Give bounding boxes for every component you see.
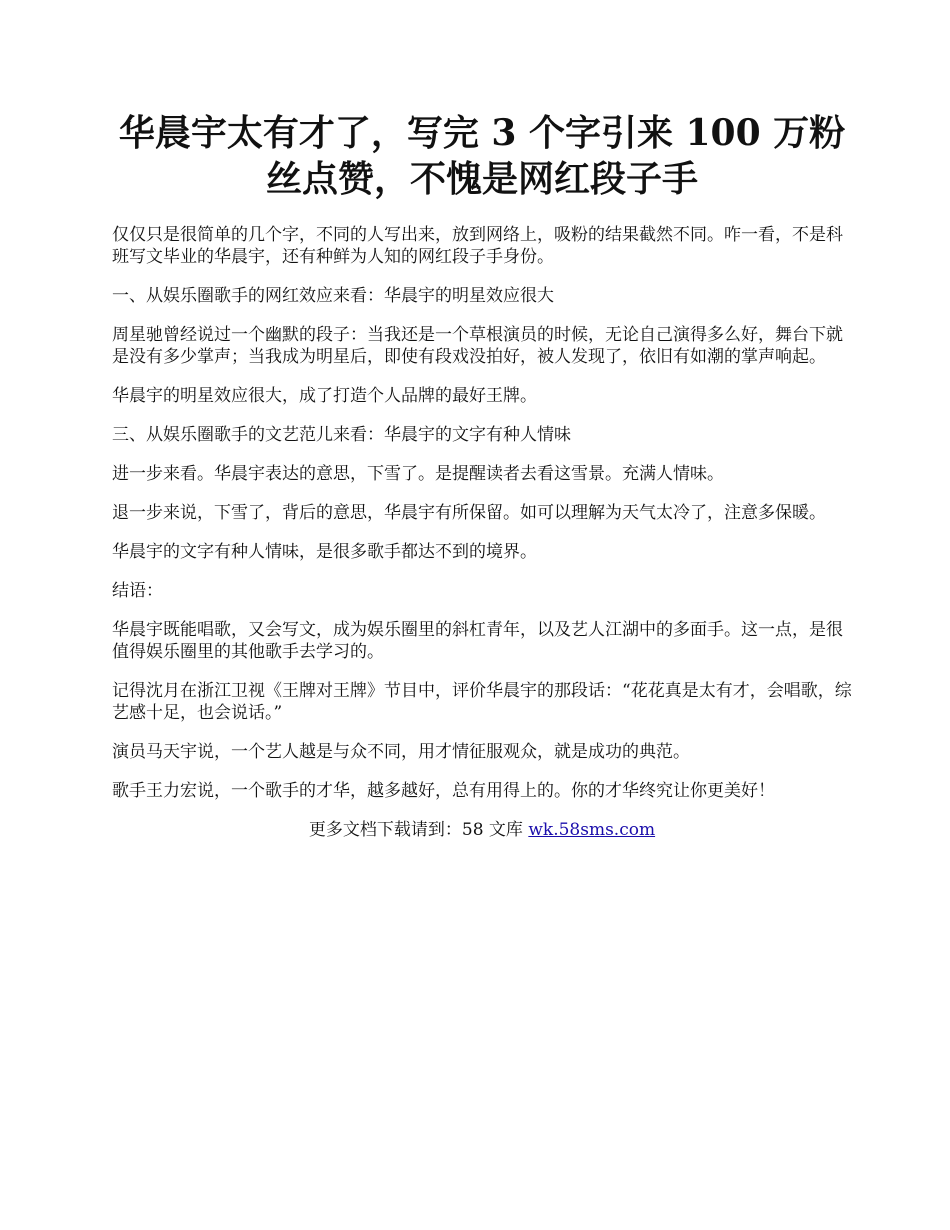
section-heading-3: 三、从娱乐圈歌手的文艺范儿来看：华晨宇的文字有种人情味 [112,425,571,445]
conclusion-heading: 结语： [112,581,163,601]
download-footer [112,819,852,841]
footer-link[interactable]: wk.58sms.com [528,820,656,840]
paragraph-ma-tianyu: 演员马天宇说，一个艺人越是与众不同，用才情征服观众，就是成功的典范。 [112,742,690,762]
document-title [112,110,852,202]
paragraph-wang-leehom: 歌手王力宏说，一个歌手的才华，越多越好，总有用得上的。你的才华终究让你更美好！ [112,781,775,801]
paragraph-step-back: 退一步来说，下雪了，背后的意思，华晨宇有所保留。如可以理解为天气太冷了，注意多保暖。 [112,503,826,523]
paragraph-multi-talent: 华晨宇既能唱歌，又会写文，成为娱乐圈里的斜杠青年，以及艺人江湖中的多面手。这一点，是很值得娱乐圈里的其他歌手去学习的。 [112,620,843,662]
paragraph-human-touch: 华晨宇的文字有种人情味，是很多歌手都达不到的境界。 [112,542,537,562]
paragraph-star-effect: 华晨宇的明星效应很大，成了打造个人品牌的最好王牌。 [112,386,537,406]
document-body [112,224,852,802]
title-line-1: 华晨宇太有才了，写完 3 个字引来 100 万粉 [118,112,846,154]
paragraph-intro: 仅仅只是很简单的几个字，不同的人写出来，放到网络上，吸粉的结果截然不同。咋一看，不是科班写文毕业的华晨宇，还有种鲜为人知的网红段子手身份。 [112,225,843,267]
paragraph-step-forward: 进一步来看。华晨宇表达的意思，下雪了。是提醒读者去看这雪景。充满人情味。 [112,464,724,484]
footer-prefix: 更多文档下载请到：58 文库 [308,820,529,840]
section-heading-1: 一、从娱乐圈歌手的网红效应来看：华晨宇的明星效应很大 [112,286,554,306]
paragraph-shen-yue-quote: 记得沈月在浙江卫视《王牌对王牌》节目中，评价华晨宇的那段话：“花花真是太有才，会唱歌，综艺感十足，也会说话。” [112,681,852,723]
title-line-2: 丝点赞，不愧是网红段子手 [265,158,698,200]
document-page [112,110,852,841]
paragraph-zhou-xingchi: 周星驰曾经说过一个幽默的段子：当我还是一个草根演员的时候，无论自己演得多么好，舞台下就是没有多少掌声；当我成为明星后，即使有段戏没拍好，被人发现了，依旧有如潮的掌声响起。 [112,325,843,367]
